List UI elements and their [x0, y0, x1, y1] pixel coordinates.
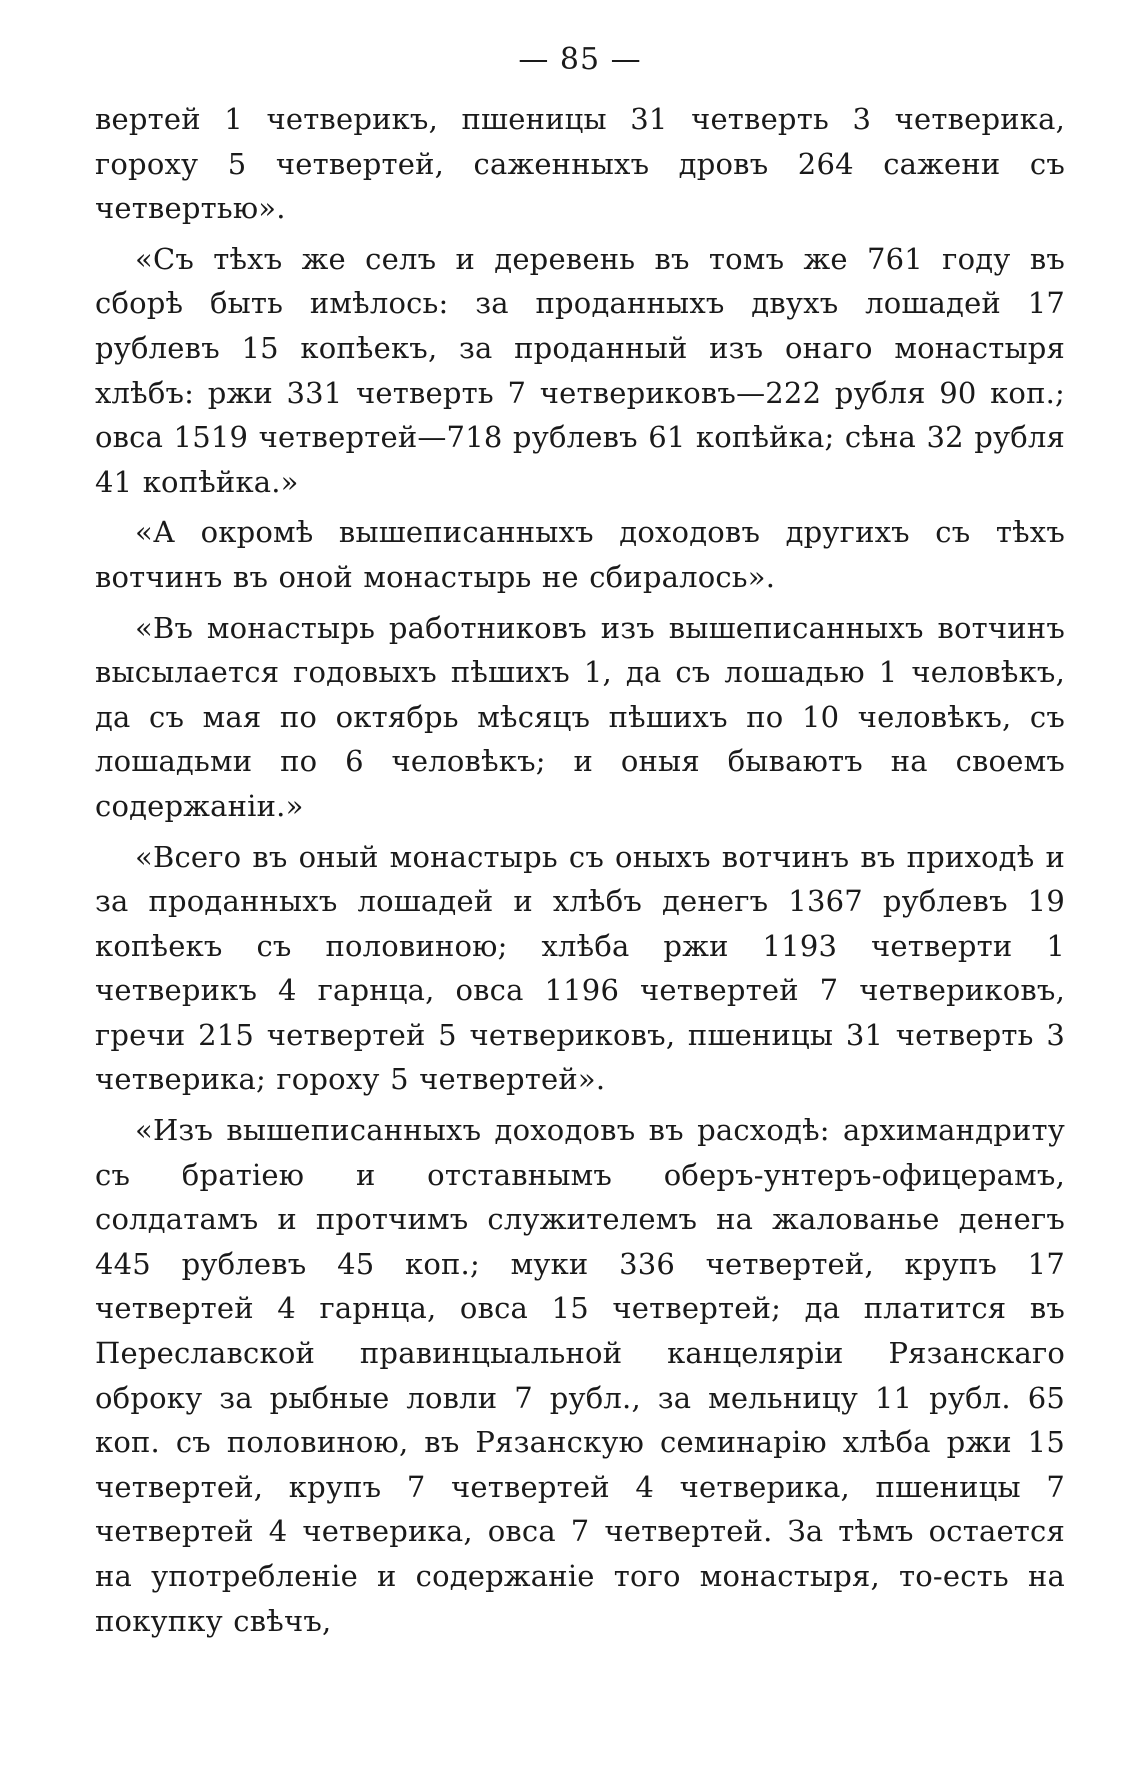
paragraph-1: вертей 1 четверикъ, пшеницы 31 четверть 3 четверика, гороху 5 четвертей, саженныхъ дровъ 264 сажени съ четвертью». [95, 102, 1065, 226]
paragraph-3: «А окромѣ вышеписанныхъ доходовъ другихъ съ тѣхъ вотчинъ въ оной монастырь не сбиралось». [95, 515, 1065, 594]
paragraph-6: «Изъ вышеписанныхъ доходовъ въ расходѣ: архимандриту съ братіею и отставнымъ оберъ-унтеръ-офицерамъ, солдатамъ и протчимъ служителемъ на жалованье денегъ 445 рублевъ 45 коп.; муки 336 четвертей, крупъ 17 четвертей 4 гарнца, овса 15 четвертей; да платится въ Переславской правинцыальной канцеляріи Рязанскаго оброку за рыбные ловли 7 рубл., за мельницу 11 рубл. 65 коп. съ половиною, въ Рязанскую семинарію хлѣба ржи 15 четвертей, крупъ 7 четвертей 4 четверика, пшеницы 7 четвертей 4 четверика, овса 7 четвертей. За тѣмъ остается на употребленіе и содержаніе того монастыря, то-есть на покупку свѣчъ, [95, 1113, 1065, 1638]
paragraph-5: «Всего въ оный монастырь съ оныхъ вотчинъ въ приходѣ и за проданныхъ лошадей и хлѣбъ денегъ 1367 рублевъ 19 копѣекъ съ половиною; хлѣба ржи 1193 четверти 1 четверикъ 4 гарнца, овса 1196 четвертей 7 четвериковъ, гречи 215 четвертей 5 четвериковъ, пшеницы 31 четверть 3 четверика; гороху 5 четвертей». [95, 839, 1065, 1097]
page-number: — 85 — [518, 42, 642, 77]
book-page [95, 42, 1065, 1745]
paragraph-4: «Въ монастырь работниковъ изъ вышеписанныхъ вотчинъ высылается годовыхъ пѣшихъ 1, да съ лошадью 1 человѣкъ, да съ мая по октябрь мѣсяцъ пѣшихъ по 10 человѣкъ, съ лошадьми по 6 человѣкъ; и оныя бываютъ на своемъ содержаніи.» [95, 610, 1065, 823]
paragraph-2: «Съ тѣхъ же селъ и деревень въ томъ же 761 году въ сборѣ быть имѣлось: за проданныхъ двухъ лошадей 17 рублевъ 15 копѣекъ, за проданный изъ онаго монастыря хлѣбъ: ржи 331 четверть 7 четвериковъ—222 рубля 90 коп.; овса 1519 четвертей—718 рублевъ 61 копѣйка; сѣна 32 рубля 41 копѣйка.» [95, 241, 1065, 499]
